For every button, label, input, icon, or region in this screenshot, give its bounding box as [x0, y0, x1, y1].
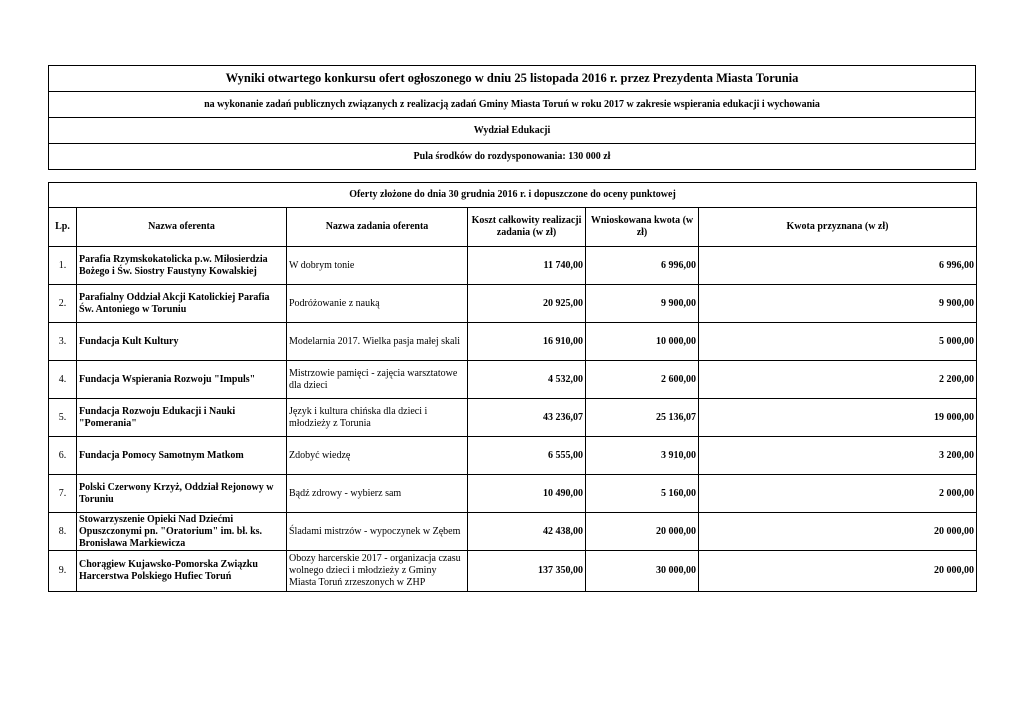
cell-cost: 137 350,00: [468, 551, 586, 592]
funding-pool: Pula środków do rozdysponowania: 130 000 zł: [49, 144, 976, 170]
cell-cost: 20 925,00: [468, 285, 586, 323]
cell-task: Język i kultura chińska dla dzieci i młodzieży z Torunia: [287, 399, 468, 437]
cell-lp: 3.: [49, 323, 77, 361]
table-row: [49, 437, 977, 475]
cell-task: Śladami mistrzów - wypoczynek w Zębem: [287, 513, 468, 551]
cell-lp: 1.: [49, 247, 77, 285]
column-header-task: Nazwa zadania oferenta: [287, 208, 468, 247]
cell-requested: 25 136,07: [586, 399, 699, 437]
column-header-granted: Kwota przyznana (w zł): [699, 208, 977, 247]
offers-table: [48, 182, 977, 592]
cell-lp: 6.: [49, 437, 77, 475]
cell-requested: 30 000,00: [586, 551, 699, 592]
cell-requested: 6 996,00: [586, 247, 699, 285]
table-header-row: [49, 208, 977, 247]
table-row: [49, 247, 977, 285]
cell-lp: 8.: [49, 513, 77, 551]
cell-org: Chorągiew Kujawsko-Pomorska Związku Harcerstwa Polskiego Hufiec Toruń: [77, 551, 287, 592]
cell-lp: 2.: [49, 285, 77, 323]
column-header-cost: Koszt całkowity realizacji zadania (w zł): [468, 208, 586, 247]
document-subtitle: na wykonanie zadań publicznych związanych z realizacją zadań Gminy Miasta Toruń w roku 2017 w zakresie wspierania edukacji i wychowania: [49, 92, 976, 118]
cell-lp: 5.: [49, 399, 77, 437]
table-row: [49, 513, 977, 551]
cell-granted: 9 900,00: [699, 285, 977, 323]
cell-task: Obozy harcerskie 2017 - organizacja czasu wolnego dzieci i młodzieży z Gminy Miasta Toruń zrzeszonych w ZHP: [287, 551, 468, 592]
cell-lp: 7.: [49, 475, 77, 513]
cell-requested: 5 160,00: [586, 475, 699, 513]
cell-org: Parafialny Oddział Akcji Katolickiej Parafia Św. Antoniego w Toruniu: [77, 285, 287, 323]
cell-granted: 20 000,00: [699, 551, 977, 592]
cell-task: Bądź zdrowy - wybierz sam: [287, 475, 468, 513]
cell-cost: 42 438,00: [468, 513, 586, 551]
cell-requested: 2 600,00: [586, 361, 699, 399]
column-header-lp: Lp.: [49, 208, 77, 247]
table-row: [49, 475, 977, 513]
cell-cost: 43 236,07: [468, 399, 586, 437]
cell-requested: 3 910,00: [586, 437, 699, 475]
cell-lp: 4.: [49, 361, 77, 399]
cell-org: Fundacja Pomocy Samotnym Matkom: [77, 437, 287, 475]
cell-task: Zdobyć wiedzę: [287, 437, 468, 475]
cell-lp: 9.: [49, 551, 77, 592]
table-row: [49, 285, 977, 323]
cell-granted: 19 000,00: [699, 399, 977, 437]
cell-task: Podróżowanie z nauką: [287, 285, 468, 323]
cell-org: Fundacja Kult Kultury: [77, 323, 287, 361]
cell-granted: 6 996,00: [699, 247, 977, 285]
cell-cost: 6 555,00: [468, 437, 586, 475]
table-row: [49, 323, 977, 361]
cell-org: Stowarzyszenie Opieki Nad Dziećmi Opuszczonymi pn. "Oratorium" im. bł. ks. Bronisława Markiewicza: [77, 513, 287, 551]
cell-cost: 4 532,00: [468, 361, 586, 399]
table-caption: Oferty złożone do dnia 30 grudnia 2016 r. i dopuszczone do oceny punktowej: [49, 183, 977, 208]
document-title: Wyniki otwartego konkursu ofert ogłoszonego w dniu 25 listopada 2016 r. przez Prezydenta Miasta Torunia: [49, 66, 976, 92]
column-header-requested: Wnioskowana kwota (w zł): [586, 208, 699, 247]
cell-requested: 10 000,00: [586, 323, 699, 361]
cell-requested: 9 900,00: [586, 285, 699, 323]
cell-granted: 3 200,00: [699, 437, 977, 475]
cell-task: Modelarnia 2017. Wielka pasja małej skali: [287, 323, 468, 361]
cell-cost: 16 910,00: [468, 323, 586, 361]
cell-org: Parafia Rzymskokatolicka p.w. Miłosierdzia Bożego i Św. Siostry Faustyny Kowalskiej: [77, 247, 287, 285]
table-row: [49, 551, 977, 592]
cell-granted: 2 000,00: [699, 475, 977, 513]
column-header-org: Nazwa oferenta: [77, 208, 287, 247]
cell-task: W dobrym tonie: [287, 247, 468, 285]
table-row: [49, 399, 977, 437]
cell-org: Fundacja Rozwoju Edukacji i Nauki "Pomerania": [77, 399, 287, 437]
department-label: Wydział Edukacji: [49, 118, 976, 144]
cell-org: Fundacja Wspierania Rozwoju "Impuls": [77, 361, 287, 399]
table-body: [49, 247, 977, 592]
cell-granted: 20 000,00: [699, 513, 977, 551]
cell-granted: 5 000,00: [699, 323, 977, 361]
header-table: [48, 65, 976, 170]
table-row: [49, 361, 977, 399]
cell-org: Polski Czerwony Krzyż, Oddział Rejonowy w Toruniu: [77, 475, 287, 513]
cell-granted: 2 200,00: [699, 361, 977, 399]
cell-cost: 11 740,00: [468, 247, 586, 285]
cell-cost: 10 490,00: [468, 475, 586, 513]
cell-requested: 20 000,00: [586, 513, 699, 551]
cell-task: Mistrzowie pamięci - zajęcia warsztatowe dla dzieci: [287, 361, 468, 399]
